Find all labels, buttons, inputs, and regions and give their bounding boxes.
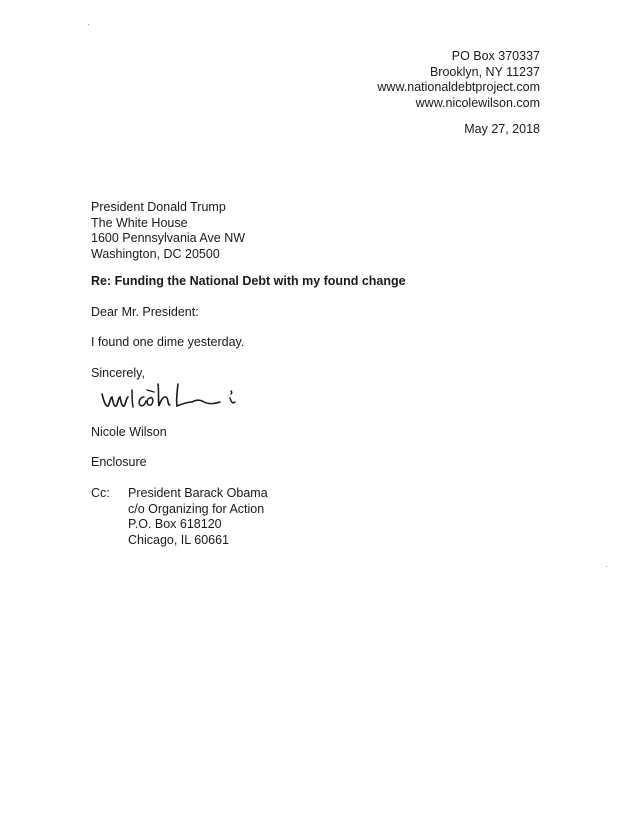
sender-website-1: www.nationaldebtproject.com xyxy=(377,80,540,94)
salutation: Dear Mr. President: xyxy=(91,305,199,319)
sender-website-2: www.nicolewilson.com xyxy=(415,95,540,110)
cc-line: P.O. Box 618120 xyxy=(128,517,222,531)
cc-recipient xyxy=(128,486,268,548)
letter-date: May 27, 2018 xyxy=(464,122,540,136)
sender-po-box: PO Box 370337 xyxy=(451,49,540,63)
handwritten-signature xyxy=(98,380,248,416)
cc-label: Cc: xyxy=(91,486,110,500)
recipient-org: The White House xyxy=(91,215,188,230)
recipient-name: President Donald Trump xyxy=(91,200,226,214)
cc-line: Chicago, IL 60661 xyxy=(128,532,230,547)
signer-name: Nicole Wilson xyxy=(91,425,167,439)
closing: Sincerely, xyxy=(91,366,145,380)
cc-line: President Barack Obama xyxy=(128,486,268,500)
recipient-address xyxy=(91,200,245,262)
sender-city: Brooklyn, NY 11237 xyxy=(429,64,540,79)
scan-speck xyxy=(606,566,607,567)
recipient-street: 1600 Pennsylvania Ave NW xyxy=(91,231,246,245)
letter-body: I found one dime yesterday. xyxy=(91,335,245,349)
subject-line: Re: Funding the National Debt with my found change xyxy=(91,274,406,288)
recipient-city: Washington, DC 20500 xyxy=(91,246,220,261)
sender-address xyxy=(377,49,540,111)
scan-speck xyxy=(88,24,89,25)
cc-line: c/o Organizing for Action xyxy=(128,501,265,516)
enclosure-note: Enclosure xyxy=(91,455,147,469)
